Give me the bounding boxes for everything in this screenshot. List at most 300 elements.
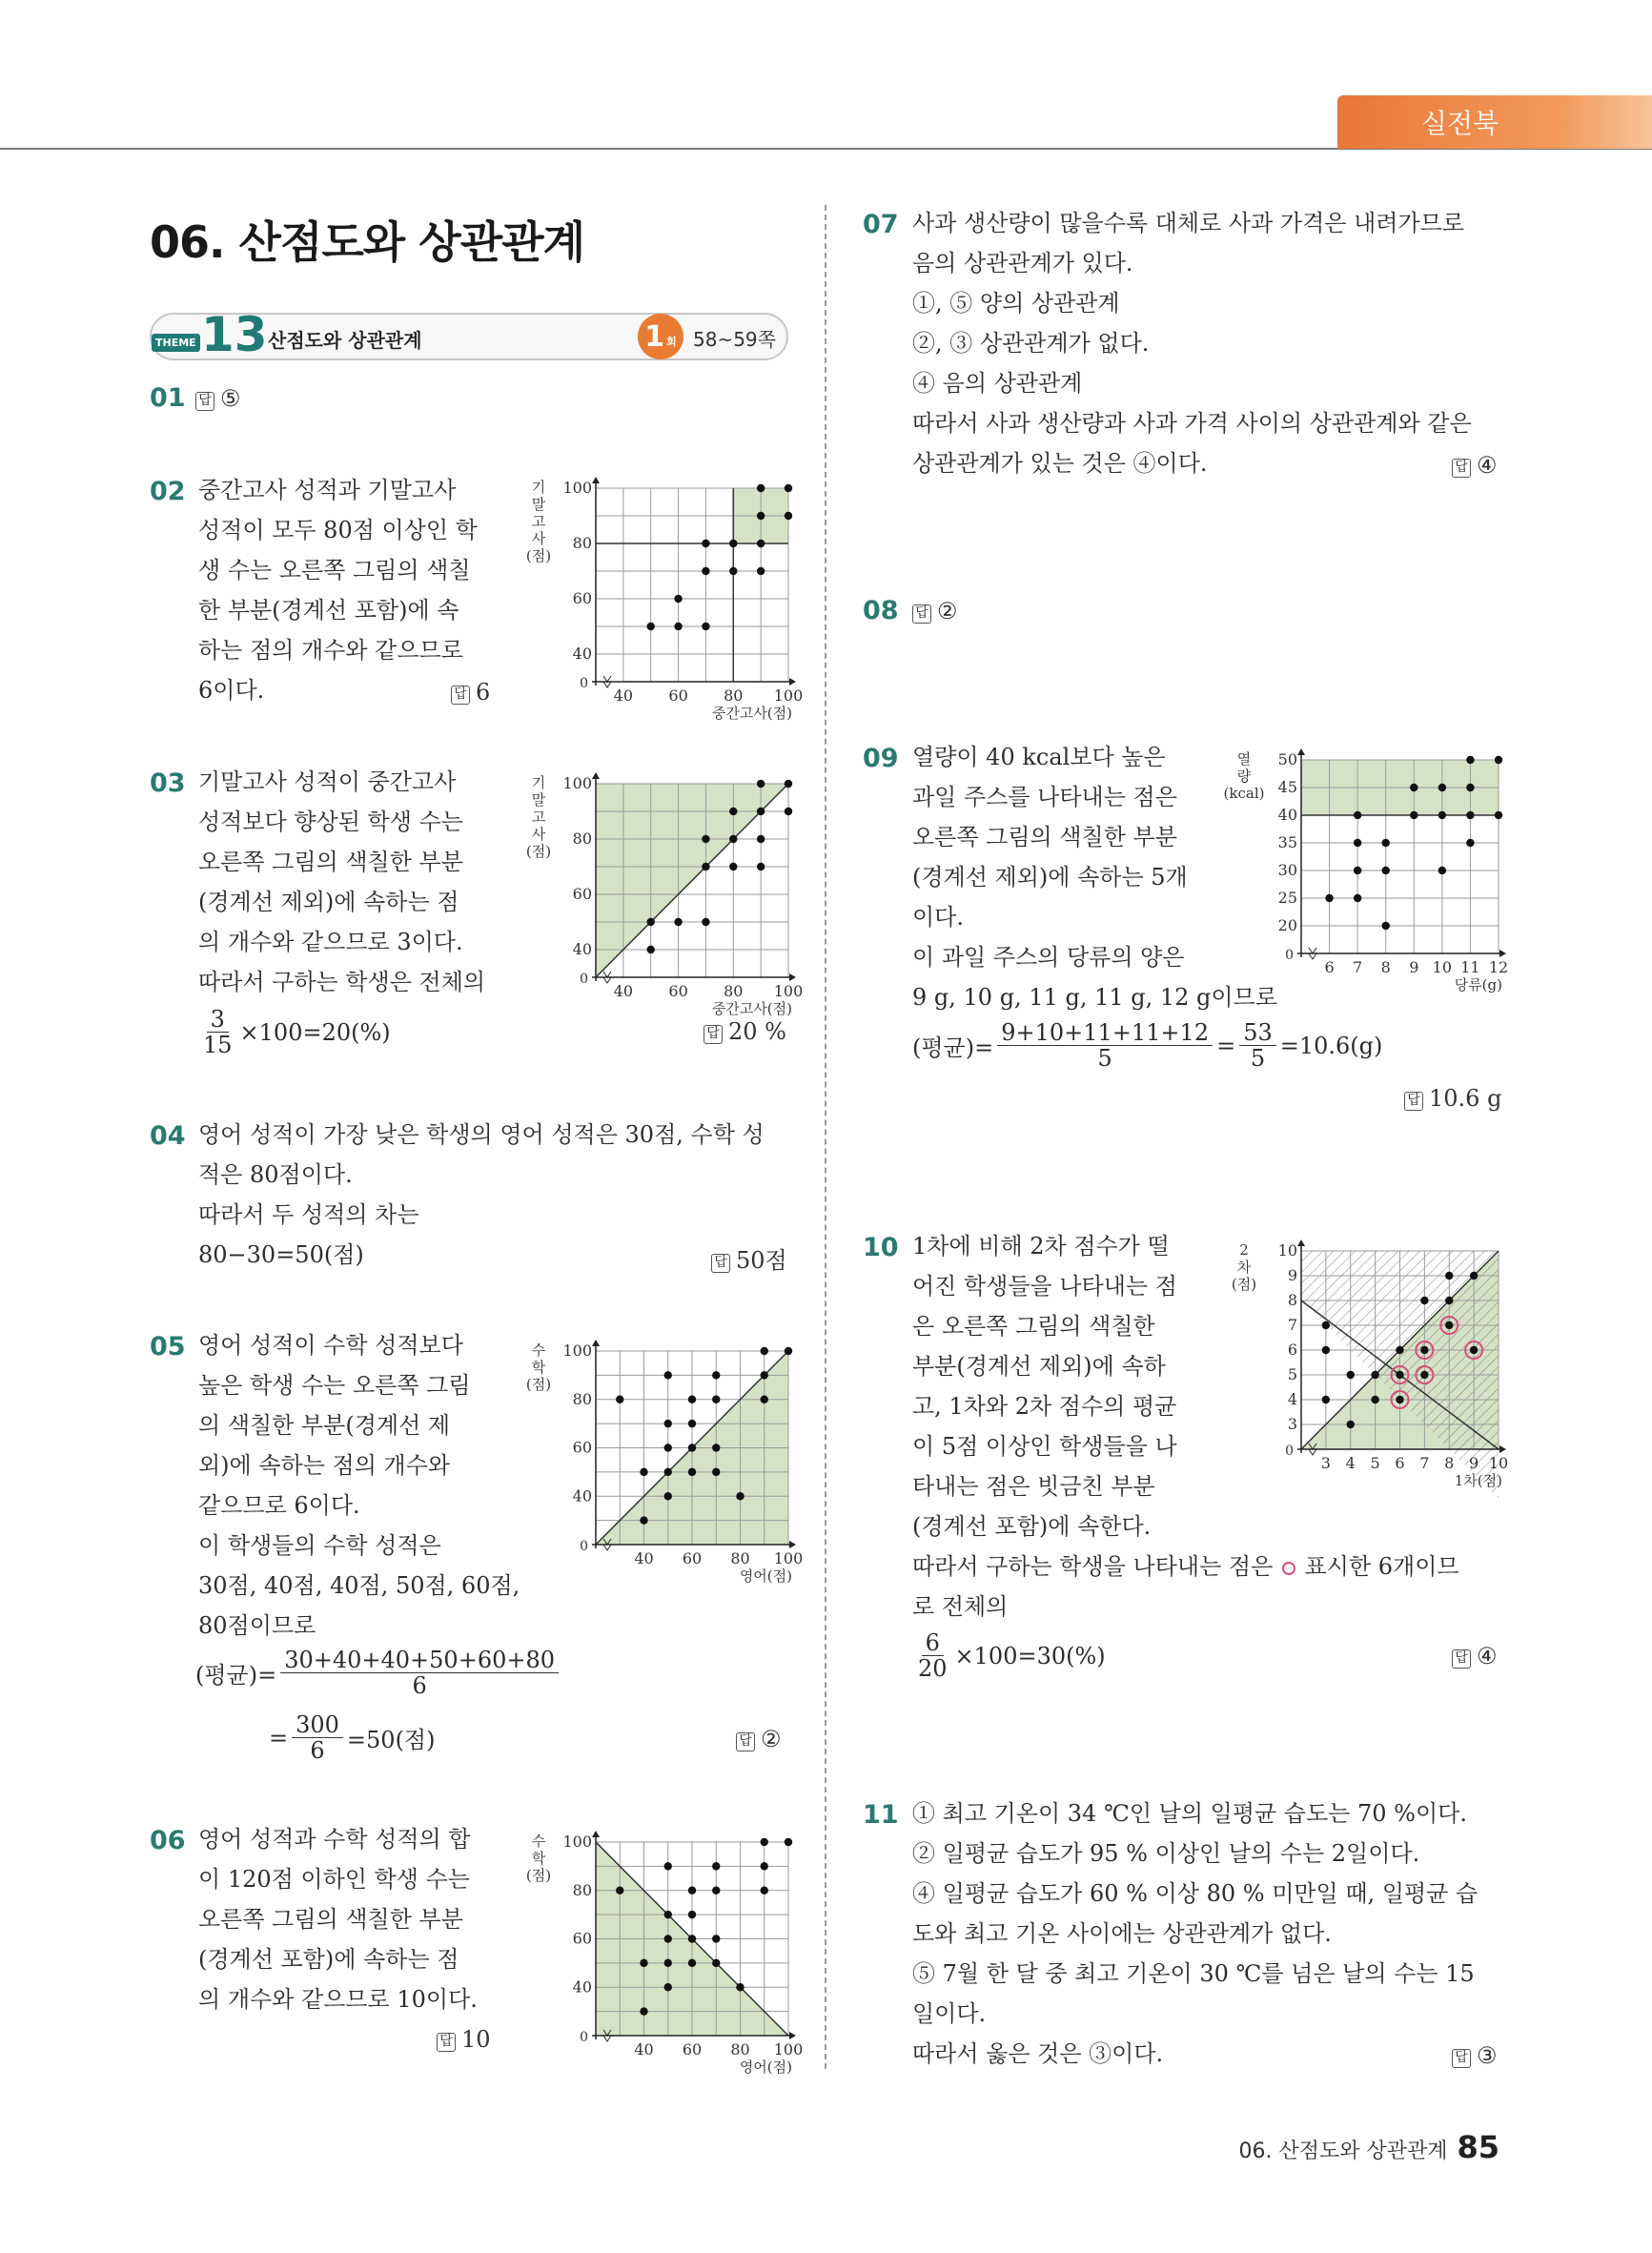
fraction xyxy=(997,1020,1213,1071)
data-point xyxy=(688,1444,696,1451)
numerator: 30+40+40+50+60+80 xyxy=(280,1648,559,1673)
text-line: 타내는 점은 빗금친 부분 xyxy=(912,1473,1155,1500)
data-point xyxy=(664,1371,672,1379)
data-point xyxy=(647,623,655,630)
answer-value: ⑤ xyxy=(220,385,241,412)
text-line: 부분(경계선 제외)에 속하 xyxy=(912,1353,1166,1380)
y-axis-arrow-icon xyxy=(592,477,600,483)
data-point xyxy=(1420,1346,1428,1354)
text-line: 영어 성적과 수학 성적의 합 xyxy=(198,1826,471,1853)
data-point xyxy=(688,1935,696,1942)
chart xyxy=(520,1821,804,2076)
question-number: 05 xyxy=(150,1332,186,1362)
answer-box-icon: 답 xyxy=(1452,459,1471,478)
text-line: ② 일평균 습도가 95 % 이상인 날의 수는 2일이다. xyxy=(912,1840,1420,1867)
x-axis-label: 중간고사(점) xyxy=(711,705,792,722)
y-axis-label: 수 학 (점) xyxy=(525,1342,552,1393)
answer-value: 10 xyxy=(461,2026,491,2053)
answer-value: ③ xyxy=(1477,2042,1498,2069)
question-number: 09 xyxy=(863,744,899,773)
data-point xyxy=(1410,784,1417,791)
data-point xyxy=(1396,1346,1403,1354)
numerator: 53 xyxy=(1239,1020,1276,1046)
column-divider xyxy=(825,205,826,2069)
text-line: (경계선 제외)에 속하는 점 xyxy=(198,889,459,915)
answer-box-icon: 답 xyxy=(736,1732,755,1751)
text-line: (경계선 포함)에 속한다. xyxy=(912,1513,1152,1540)
question-number: 06 xyxy=(150,1826,186,1855)
data-point xyxy=(757,863,765,870)
y-axis-arrow-icon xyxy=(1297,748,1305,755)
data-point xyxy=(1371,1396,1378,1403)
data-point xyxy=(702,540,709,547)
denominator: 15 xyxy=(203,1032,233,1058)
x-tick-label: 10 xyxy=(1488,1454,1509,1472)
data-point xyxy=(1445,1321,1453,1329)
x-tick-label: 100 xyxy=(773,686,804,705)
x-tick-label: 60 xyxy=(668,982,688,1000)
x-tick-label: 4 xyxy=(1345,1454,1356,1472)
x-tick-label: 100 xyxy=(773,1549,804,1567)
data-point xyxy=(736,1492,744,1500)
answer xyxy=(1452,2042,1498,2069)
y-tick-label: 8 xyxy=(1287,1291,1297,1309)
data-point xyxy=(688,1887,696,1895)
text-line: 오른쪽 그림의 색칠한 부분 xyxy=(198,1906,463,1933)
theme-tag: THEME xyxy=(152,334,200,352)
data-point xyxy=(702,863,709,870)
data-point xyxy=(1495,811,1502,819)
denominator: 20 xyxy=(918,1655,948,1682)
data-point xyxy=(1470,1346,1478,1354)
y-tick-label: 40 xyxy=(572,1486,592,1505)
y-axis-label: 수 학 (점) xyxy=(525,1833,552,1884)
text-line xyxy=(912,1553,1459,1580)
x-tick-label: 40 xyxy=(634,1549,654,1567)
answer-value: 6 xyxy=(476,679,491,706)
data-point xyxy=(785,780,792,788)
y-tick-label: 100 xyxy=(562,479,592,497)
text-line: ②, ③ 상관관계가 없다. xyxy=(912,330,1150,357)
text-line: 6이다. xyxy=(198,677,265,704)
numerator: 6 xyxy=(922,1630,944,1656)
y-tick-label: 60 xyxy=(572,589,592,607)
x-tick-label: 8 xyxy=(1380,958,1391,976)
y-tick-label: 80 xyxy=(572,1880,592,1899)
formula xyxy=(195,1648,562,1698)
text-line: 30점, 40점, 40점, 50점, 60점, xyxy=(198,1572,520,1599)
text-line: 로 전체의 xyxy=(912,1593,1009,1620)
denominator: 5 xyxy=(1097,1045,1112,1072)
x-axis-arrow-icon xyxy=(789,2032,796,2039)
answer-value: ④ xyxy=(1477,1643,1498,1669)
answer-box-icon: 답 xyxy=(1452,1649,1471,1669)
answer-value: 50점 xyxy=(736,1247,787,1274)
text-line: 영어 성적이 수학 성적보다 xyxy=(198,1332,463,1359)
text-line: 은 오른쪽 그림의 색칠한 xyxy=(912,1313,1155,1340)
data-point xyxy=(757,780,765,788)
equals-sign: = xyxy=(269,1724,289,1751)
data-point xyxy=(688,1959,696,1967)
text-line: 성적보다 향상된 학생 수는 xyxy=(198,809,463,835)
origin-label: 0 xyxy=(580,972,588,987)
page-footer xyxy=(1238,2129,1499,2165)
text-line: 영어 성적이 가장 낮은 학생의 영어 성적은 30점, 수학 성 xyxy=(198,1121,765,1148)
data-point xyxy=(702,918,709,926)
x-axis-label: 1차(점) xyxy=(1454,1472,1502,1489)
book-ribbon xyxy=(1337,95,1652,149)
data-point xyxy=(1382,922,1390,930)
data-point xyxy=(1354,894,1361,902)
data-point xyxy=(712,1887,720,1895)
data-point xyxy=(1466,811,1474,819)
expression: ×100=30(%) xyxy=(954,1642,1106,1669)
x-tick-label: 40 xyxy=(613,686,634,705)
data-point xyxy=(1354,867,1361,874)
book-label: 실전북 xyxy=(1421,108,1499,139)
data-point xyxy=(757,567,765,575)
question-number: 10 xyxy=(863,1233,899,1262)
y-tick-label: 10 xyxy=(1277,1241,1297,1260)
question-number: 08 xyxy=(863,596,899,625)
y-axis-label: 2 차 (점) xyxy=(1231,1241,1257,1293)
data-point xyxy=(702,835,709,843)
text-line: 성적이 모두 80점 이상인 학 xyxy=(198,517,478,543)
y-tick-label: 100 xyxy=(562,1342,592,1360)
expression: =50(점) xyxy=(346,1727,436,1753)
text-line: (경계선 포함)에 속하는 점 xyxy=(198,1946,459,1973)
text-line: 의 색칠한 부분(경계선 제 xyxy=(198,1412,451,1439)
data-point xyxy=(729,835,737,843)
data-point xyxy=(1445,1272,1453,1280)
data-point xyxy=(674,623,682,630)
data-point xyxy=(712,1396,720,1403)
y-axis-arrow-icon xyxy=(1297,1239,1305,1246)
x-tick-label: 60 xyxy=(682,2040,703,2058)
session-unit: 회 xyxy=(666,336,677,348)
answer-value: ② xyxy=(937,598,958,625)
data-point xyxy=(761,1887,768,1895)
y-tick-label: 40 xyxy=(572,1977,592,1997)
y-tick-label: 40 xyxy=(572,940,592,958)
text-line: 도와 최고 기온 사이에는 상관관계가 없다. xyxy=(912,1920,1332,1947)
text-line: 따라서 구하는 학생은 전체의 xyxy=(198,969,486,995)
data-point xyxy=(1396,1371,1403,1379)
answer xyxy=(711,1241,787,1275)
text-line: 이 과일 주스의 당류의 양은 xyxy=(912,944,1185,971)
data-point xyxy=(1420,1297,1428,1304)
answer xyxy=(736,1726,782,1752)
data-point xyxy=(674,918,682,926)
question-number: 02 xyxy=(150,477,186,506)
x-tick-label: 60 xyxy=(668,686,688,705)
data-point xyxy=(729,863,737,870)
data-point xyxy=(712,1862,720,1870)
data-point xyxy=(647,946,655,953)
text-line: ④ 일평균 습도가 60 % 이상 80 % 미만일 때, 일평균 습 xyxy=(912,1880,1479,1907)
formula xyxy=(910,1630,1106,1681)
origin-label: 0 xyxy=(1285,948,1294,963)
y-tick-label: 3 xyxy=(1287,1415,1297,1433)
text-line: 따라서 사과 생산량과 사과 가격 사이의 상관관계와 같은 xyxy=(912,410,1472,437)
data-point xyxy=(616,1887,623,1895)
data-point xyxy=(1371,1371,1378,1379)
x-tick-label: 100 xyxy=(773,2040,804,2058)
data-point xyxy=(647,918,655,926)
data-point xyxy=(1396,1396,1403,1403)
x-axis-label: 영어(점) xyxy=(739,1567,792,1585)
question-number: 04 xyxy=(150,1121,186,1151)
mean-label: (평균)= xyxy=(195,1662,277,1689)
data-point xyxy=(785,1347,792,1355)
data-point xyxy=(1438,867,1446,874)
text-line: 이 학생들의 수학 성적은 xyxy=(198,1532,441,1559)
text-line: 따라서 두 성적의 차는 xyxy=(198,1201,419,1228)
theme-name: 산점도와 상관관계 xyxy=(268,329,422,352)
numerator: 300 xyxy=(292,1712,343,1738)
chart xyxy=(520,763,804,1017)
y-axis-arrow-icon xyxy=(592,1831,600,1837)
data-point xyxy=(712,1444,720,1451)
data-point xyxy=(736,1983,744,1991)
y-axis-arrow-icon xyxy=(592,1340,600,1346)
answer-box-icon: 답 xyxy=(195,392,214,411)
data-point xyxy=(757,512,765,520)
answer-box-icon: 답 xyxy=(451,686,470,705)
data-point xyxy=(640,1516,647,1524)
x-tick-label: 6 xyxy=(1324,958,1335,976)
data-point xyxy=(664,1468,672,1476)
y-axis-label: 열 량 (kcal) xyxy=(1223,750,1265,802)
data-point xyxy=(761,1371,768,1379)
denominator: 5 xyxy=(1250,1045,1266,1072)
numerator: 3 xyxy=(207,1007,229,1033)
answer-box-icon: 답 xyxy=(1404,1092,1423,1111)
data-point xyxy=(1466,839,1474,847)
x-tick-label: 40 xyxy=(613,982,634,1000)
data-point xyxy=(712,1468,720,1476)
formula xyxy=(195,1007,391,1057)
data-point xyxy=(664,1492,672,1500)
x-tick-label: 8 xyxy=(1444,1454,1455,1472)
answer-value: ④ xyxy=(1477,452,1498,479)
x-tick-label: 80 xyxy=(730,2040,750,2058)
text-line: 상관관계가 있는 것은 ④이다. xyxy=(912,450,1208,477)
answer-value: 10.6 g xyxy=(1429,1085,1502,1112)
y-tick-label: 4 xyxy=(1287,1390,1297,1408)
data-point xyxy=(1354,839,1361,847)
text-line: 기말고사 성적이 중간고사 xyxy=(198,768,457,795)
data-point xyxy=(712,1959,720,1967)
answer xyxy=(437,2026,491,2053)
x-tick-label: 10 xyxy=(1432,958,1453,976)
mean-label: (평균)= xyxy=(912,1034,994,1061)
x-tick-label: 7 xyxy=(1419,1454,1430,1472)
x-tick-label: 40 xyxy=(634,2040,654,2058)
x-tick-label: 6 xyxy=(1395,1454,1405,1472)
data-point xyxy=(1438,811,1446,819)
x-tick-label: 5 xyxy=(1370,1454,1380,1472)
data-point xyxy=(664,1935,672,1942)
text-fragment: 표시한 6개이므 xyxy=(1304,1553,1459,1580)
x-axis-arrow-icon xyxy=(789,1541,796,1548)
text-line: 적은 80점이다. xyxy=(198,1161,353,1188)
answer-box-icon: 답 xyxy=(912,604,931,624)
text-line: 이 5점 이상인 학생들을 나 xyxy=(912,1433,1177,1460)
data-point xyxy=(1470,1272,1478,1280)
y-tick-label: 30 xyxy=(1277,861,1297,879)
denominator: 6 xyxy=(310,1737,325,1764)
y-tick-label: 7 xyxy=(1287,1316,1297,1334)
data-point xyxy=(664,1983,672,1991)
chart xyxy=(520,467,804,722)
session-number: 1 xyxy=(644,319,665,354)
y-tick-label: 25 xyxy=(1277,889,1297,907)
data-point xyxy=(664,1444,672,1451)
answer xyxy=(912,598,958,625)
text-line: 사과 생산량이 많을수록 대체로 사과 가격은 내려가므로 xyxy=(912,210,1465,236)
expression: ×100=20(%) xyxy=(239,1018,391,1046)
data-point xyxy=(757,540,765,547)
answer-box-icon: 답 xyxy=(704,1025,723,1044)
formula xyxy=(912,1020,1382,1071)
fraction xyxy=(280,1648,559,1698)
text-line: (경계선 제외)에 속하는 5개 xyxy=(912,864,1188,891)
y-tick-label: 80 xyxy=(572,1389,592,1408)
numerator: 9+10+11+11+12 xyxy=(997,1020,1213,1046)
data-point xyxy=(616,1396,623,1403)
answer-box-icon: 답 xyxy=(437,2033,456,2052)
data-point xyxy=(1322,1346,1330,1354)
y-tick-label: 80 xyxy=(572,830,592,848)
answer xyxy=(195,385,241,412)
text-line: 9 g, 10 g, 11 g, 11 g, 12 g이므로 xyxy=(912,984,1277,1011)
answer-value: 20 % xyxy=(728,1018,786,1045)
text-line: 외)에 속하는 점의 개수와 xyxy=(198,1452,451,1479)
data-point xyxy=(640,1468,647,1476)
data-point xyxy=(712,1935,720,1942)
chart xyxy=(520,1330,804,1585)
data-point xyxy=(674,595,682,603)
x-tick-label: 9 xyxy=(1469,1454,1479,1472)
data-point xyxy=(702,567,709,575)
data-point xyxy=(1466,756,1474,764)
x-axis-arrow-icon xyxy=(789,678,796,686)
data-point xyxy=(785,484,792,492)
y-tick-label: 9 xyxy=(1287,1266,1297,1284)
data-point xyxy=(757,808,765,815)
x-tick-label: 3 xyxy=(1320,1454,1331,1472)
y-tick-label: 35 xyxy=(1277,833,1297,851)
x-axis-label: 중간고사(점) xyxy=(711,1000,792,1017)
data-point xyxy=(757,484,765,492)
data-point xyxy=(1322,1321,1330,1329)
chart xyxy=(1223,739,1509,993)
expression: =10.6(g) xyxy=(1279,1032,1383,1059)
origin-label: 0 xyxy=(580,676,588,691)
y-tick-label: 100 xyxy=(562,774,592,792)
data-point xyxy=(729,540,737,547)
y-axis-label: 기 말 고 사 (점) xyxy=(525,774,552,860)
data-point xyxy=(761,1396,768,1403)
data-point xyxy=(664,1959,672,1967)
y-tick-label: 60 xyxy=(572,1929,592,1948)
text-line: 따라서 옳은 것은 ③이다. xyxy=(912,2040,1164,2067)
data-point xyxy=(688,1911,696,1918)
text-line: 의 개수와 같으므로 3이다. xyxy=(198,929,463,955)
data-point xyxy=(1347,1371,1355,1379)
x-axis-label: 당류(g) xyxy=(1454,976,1502,993)
question-number: 07 xyxy=(863,210,899,239)
text-line: ⑤ 7월 한 달 중 최고 기온이 30 ℃를 넘은 날의 수는 15 xyxy=(912,1960,1475,1987)
x-tick-label: 12 xyxy=(1488,958,1509,976)
text-line: 고, 1차와 2차 점수의 평균 xyxy=(912,1393,1177,1420)
x-tick-label: 9 xyxy=(1409,958,1419,976)
text-line: ① 최고 기온이 34 ℃인 날의 일평균 습도는 70 %이다. xyxy=(912,1800,1467,1827)
data-point xyxy=(729,567,737,575)
text-line: 어진 학생들을 나타내는 점 xyxy=(912,1273,1177,1300)
data-point xyxy=(761,1347,768,1355)
y-tick-label: 45 xyxy=(1277,778,1297,796)
y-tick-label: 100 xyxy=(562,1833,592,1851)
y-axis-arrow-icon xyxy=(592,772,600,779)
data-point xyxy=(664,1420,672,1427)
question-number: 11 xyxy=(863,1800,899,1830)
data-point xyxy=(1410,811,1417,819)
data-point xyxy=(1382,839,1390,847)
text-line: 일이다. xyxy=(912,2000,987,2027)
y-tick-label: 80 xyxy=(572,534,592,552)
y-tick-label: 40 xyxy=(1277,806,1297,824)
text-line: 이 120점 이하인 학생 수는 xyxy=(198,1866,470,1893)
answer xyxy=(704,1018,786,1045)
session-badge xyxy=(638,314,683,359)
text-line: 이다. xyxy=(912,904,964,931)
data-point xyxy=(1420,1371,1428,1379)
text-line: 80−30=50(점) xyxy=(198,1241,364,1268)
data-point xyxy=(1354,811,1361,819)
circle-mark-icon xyxy=(1282,1562,1295,1575)
x-tick-label: 7 xyxy=(1353,958,1363,976)
question-number: 03 xyxy=(150,768,186,798)
fraction xyxy=(914,1630,951,1681)
answer xyxy=(1452,452,1498,479)
answer xyxy=(1404,1085,1501,1112)
page-range: 58~59쪽 xyxy=(693,328,776,351)
x-tick-label: 11 xyxy=(1460,958,1480,976)
data-point xyxy=(1382,867,1390,874)
data-point xyxy=(640,1959,647,1967)
text-fragment: 따라서 구하는 학생을 나타내는 점은 xyxy=(912,1553,1274,1580)
data-point xyxy=(1347,1421,1355,1428)
data-point xyxy=(664,1862,672,1870)
text-line: 높은 학생 수는 오른쪽 그림 xyxy=(198,1372,471,1399)
data-point xyxy=(688,1420,696,1427)
x-tick-label: 80 xyxy=(730,1549,750,1567)
data-point xyxy=(761,1862,768,1870)
data-point xyxy=(640,2007,647,2015)
data-point xyxy=(688,1396,696,1403)
data-point xyxy=(1438,784,1446,791)
data-point xyxy=(1445,1297,1453,1304)
y-axis-label: 기 말 고 사 (점) xyxy=(525,479,552,564)
x-axis-arrow-icon xyxy=(1499,950,1506,957)
theme-bar xyxy=(150,307,788,362)
chapter-title: 06. 산점도와 상관관계 xyxy=(150,216,585,268)
text-line: 중간고사 성적과 기말고사 xyxy=(198,477,457,503)
origin-label: 0 xyxy=(580,2030,588,2045)
text-line: 80점이므로 xyxy=(198,1612,316,1639)
